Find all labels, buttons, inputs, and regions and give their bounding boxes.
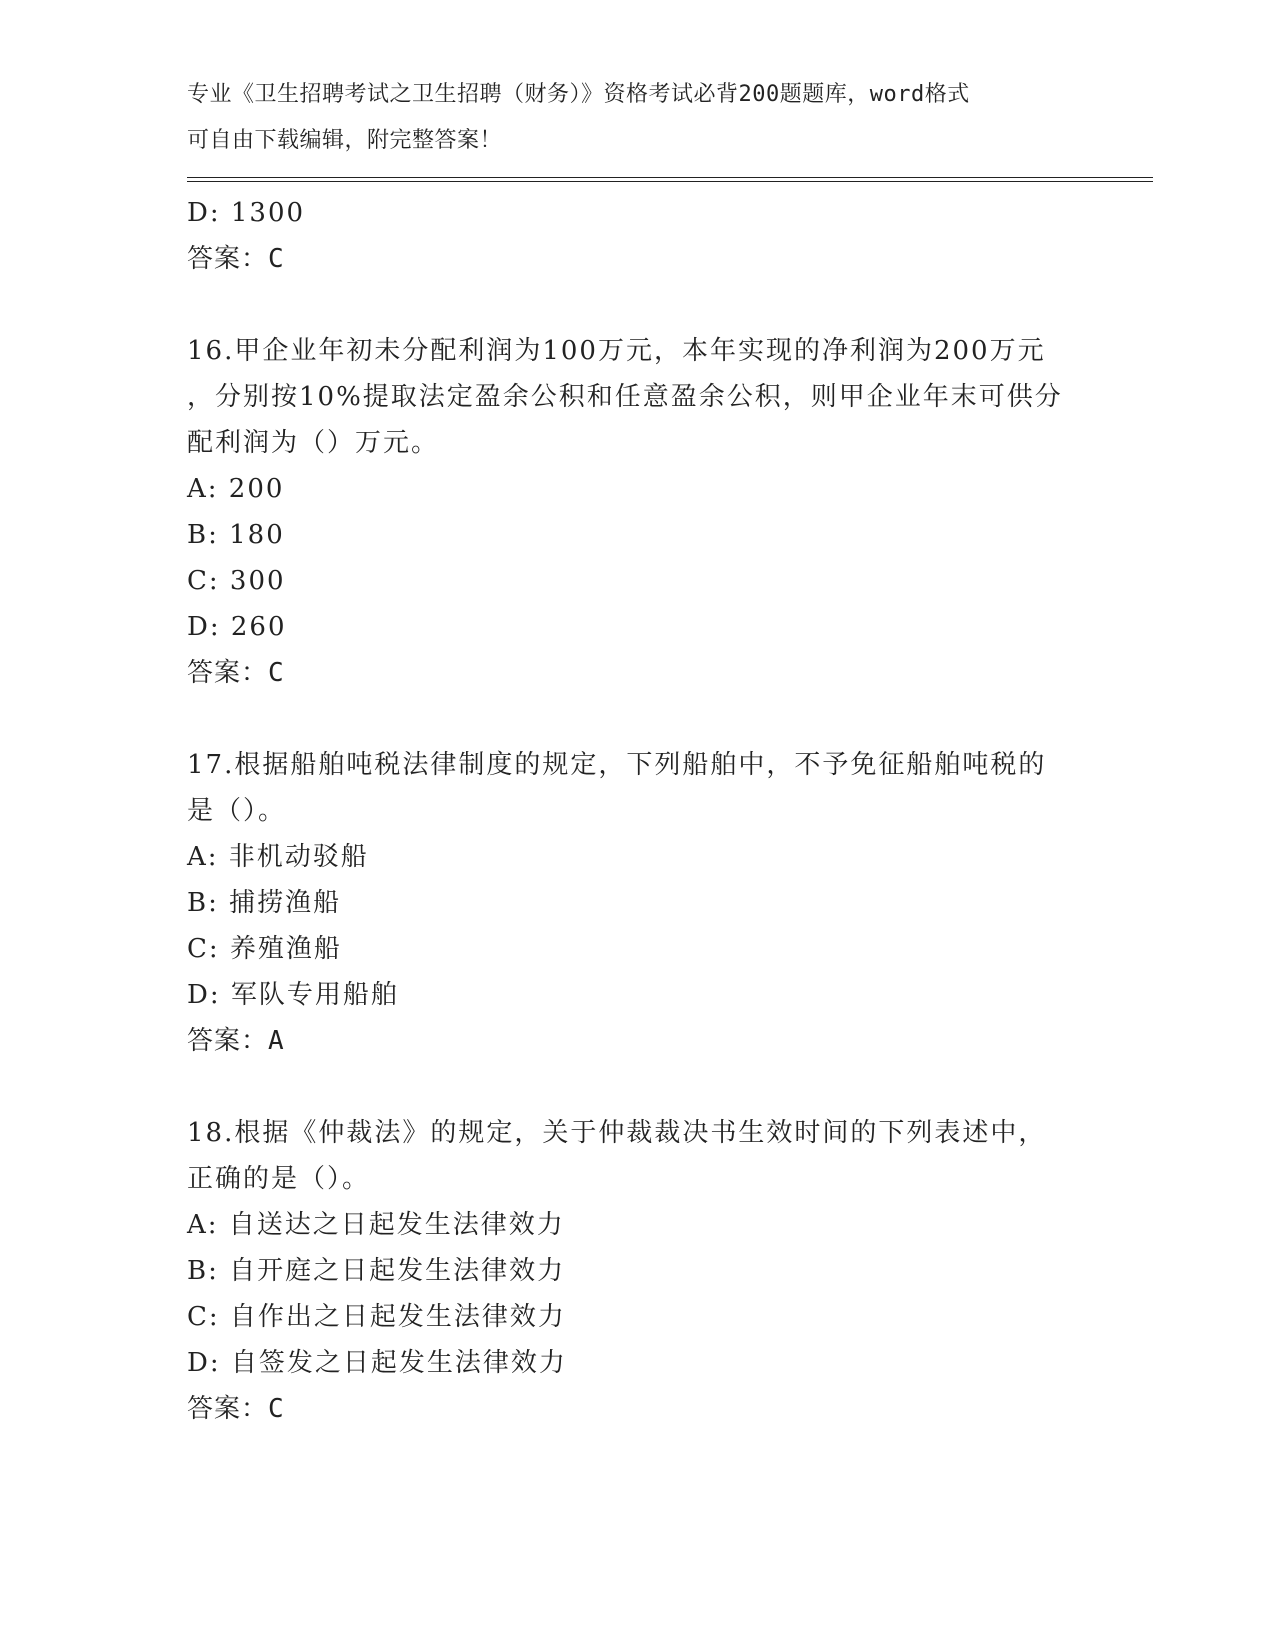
answer-value: A — [268, 1026, 285, 1056]
question-16-option-b: B: 180 — [187, 520, 285, 550]
answer-label: 答案： — [187, 1026, 269, 1056]
question-17-stem-1: 17.根据船舶吨税法律制度的规定，下列船舶中，不予免征船舶吨税的 — [187, 750, 1047, 780]
question-17-option-a: A: 非机动驳船 — [187, 842, 369, 872]
question-18-option-b: B: 自开庭之日起发生法律效力 — [187, 1256, 566, 1286]
document-body — [187, 190, 1087, 1432]
question-16-stem-2: ，分别按10%提取法定盈余公积和任意盈余公积，则甲企业年末可供分 — [187, 382, 1063, 412]
answer-value: C — [268, 244, 285, 274]
header-line-2: 可自由下载编辑，附完整答案！ — [187, 128, 503, 153]
prev-option-d: D: 1300 — [187, 198, 306, 228]
answer-value: C — [268, 658, 285, 688]
question-17-stem-2: 是（）。 — [187, 796, 287, 826]
question-16-stem-1: 16.甲企业年初未分配利润为100万元，本年实现的净利润为200万元 — [187, 336, 1046, 366]
question-18-option-c: C: 自作出之日起发生法律效力 — [187, 1302, 566, 1332]
spacer — [187, 696, 1087, 742]
question-17-option-d: D: 军队专用船舶 — [187, 980, 399, 1010]
document-header — [187, 72, 1087, 164]
answer-label: 答案： — [187, 1394, 269, 1424]
spacer — [187, 1064, 1087, 1110]
question-17-answer — [187, 1018, 1087, 1064]
answer-label: 答案： — [187, 658, 269, 688]
answer-label: 答案： — [187, 244, 269, 274]
question-18-stem-1: 18.根据《仲裁法》的规定，关于仲裁裁决书生效时间的下列表述中， — [187, 1118, 1047, 1148]
question-17-option-c: C: 养殖渔船 — [187, 934, 342, 964]
question-18-option-a: A: 自送达之日起发生法律效力 — [187, 1210, 565, 1240]
header-line-1: 专业《卫生招聘考试之卫生招聘（财务）》资格考试必背200题题库，word格式 — [187, 82, 970, 107]
question-16-answer — [187, 650, 1087, 696]
question-18-option-d: D: 自签发之日起发生法律效力 — [187, 1348, 567, 1378]
question-17-option-b: B: 捕捞渔船 — [187, 888, 342, 918]
answer-value: C — [268, 1394, 285, 1424]
question-16-option-d: D: 260 — [187, 612, 287, 642]
question-18-stem-2: 正确的是（）。 — [187, 1164, 371, 1194]
question-16-option-a: A: 200 — [187, 474, 285, 504]
header-divider-bottom — [187, 181, 1153, 182]
prev-answer — [187, 236, 1087, 282]
question-16-stem-3: 配利润为（）万元。 — [187, 428, 440, 458]
question-18-answer — [187, 1386, 1087, 1432]
header-divider-top — [187, 177, 1153, 178]
spacer — [187, 282, 1087, 328]
question-16-option-c: C: 300 — [187, 566, 286, 596]
